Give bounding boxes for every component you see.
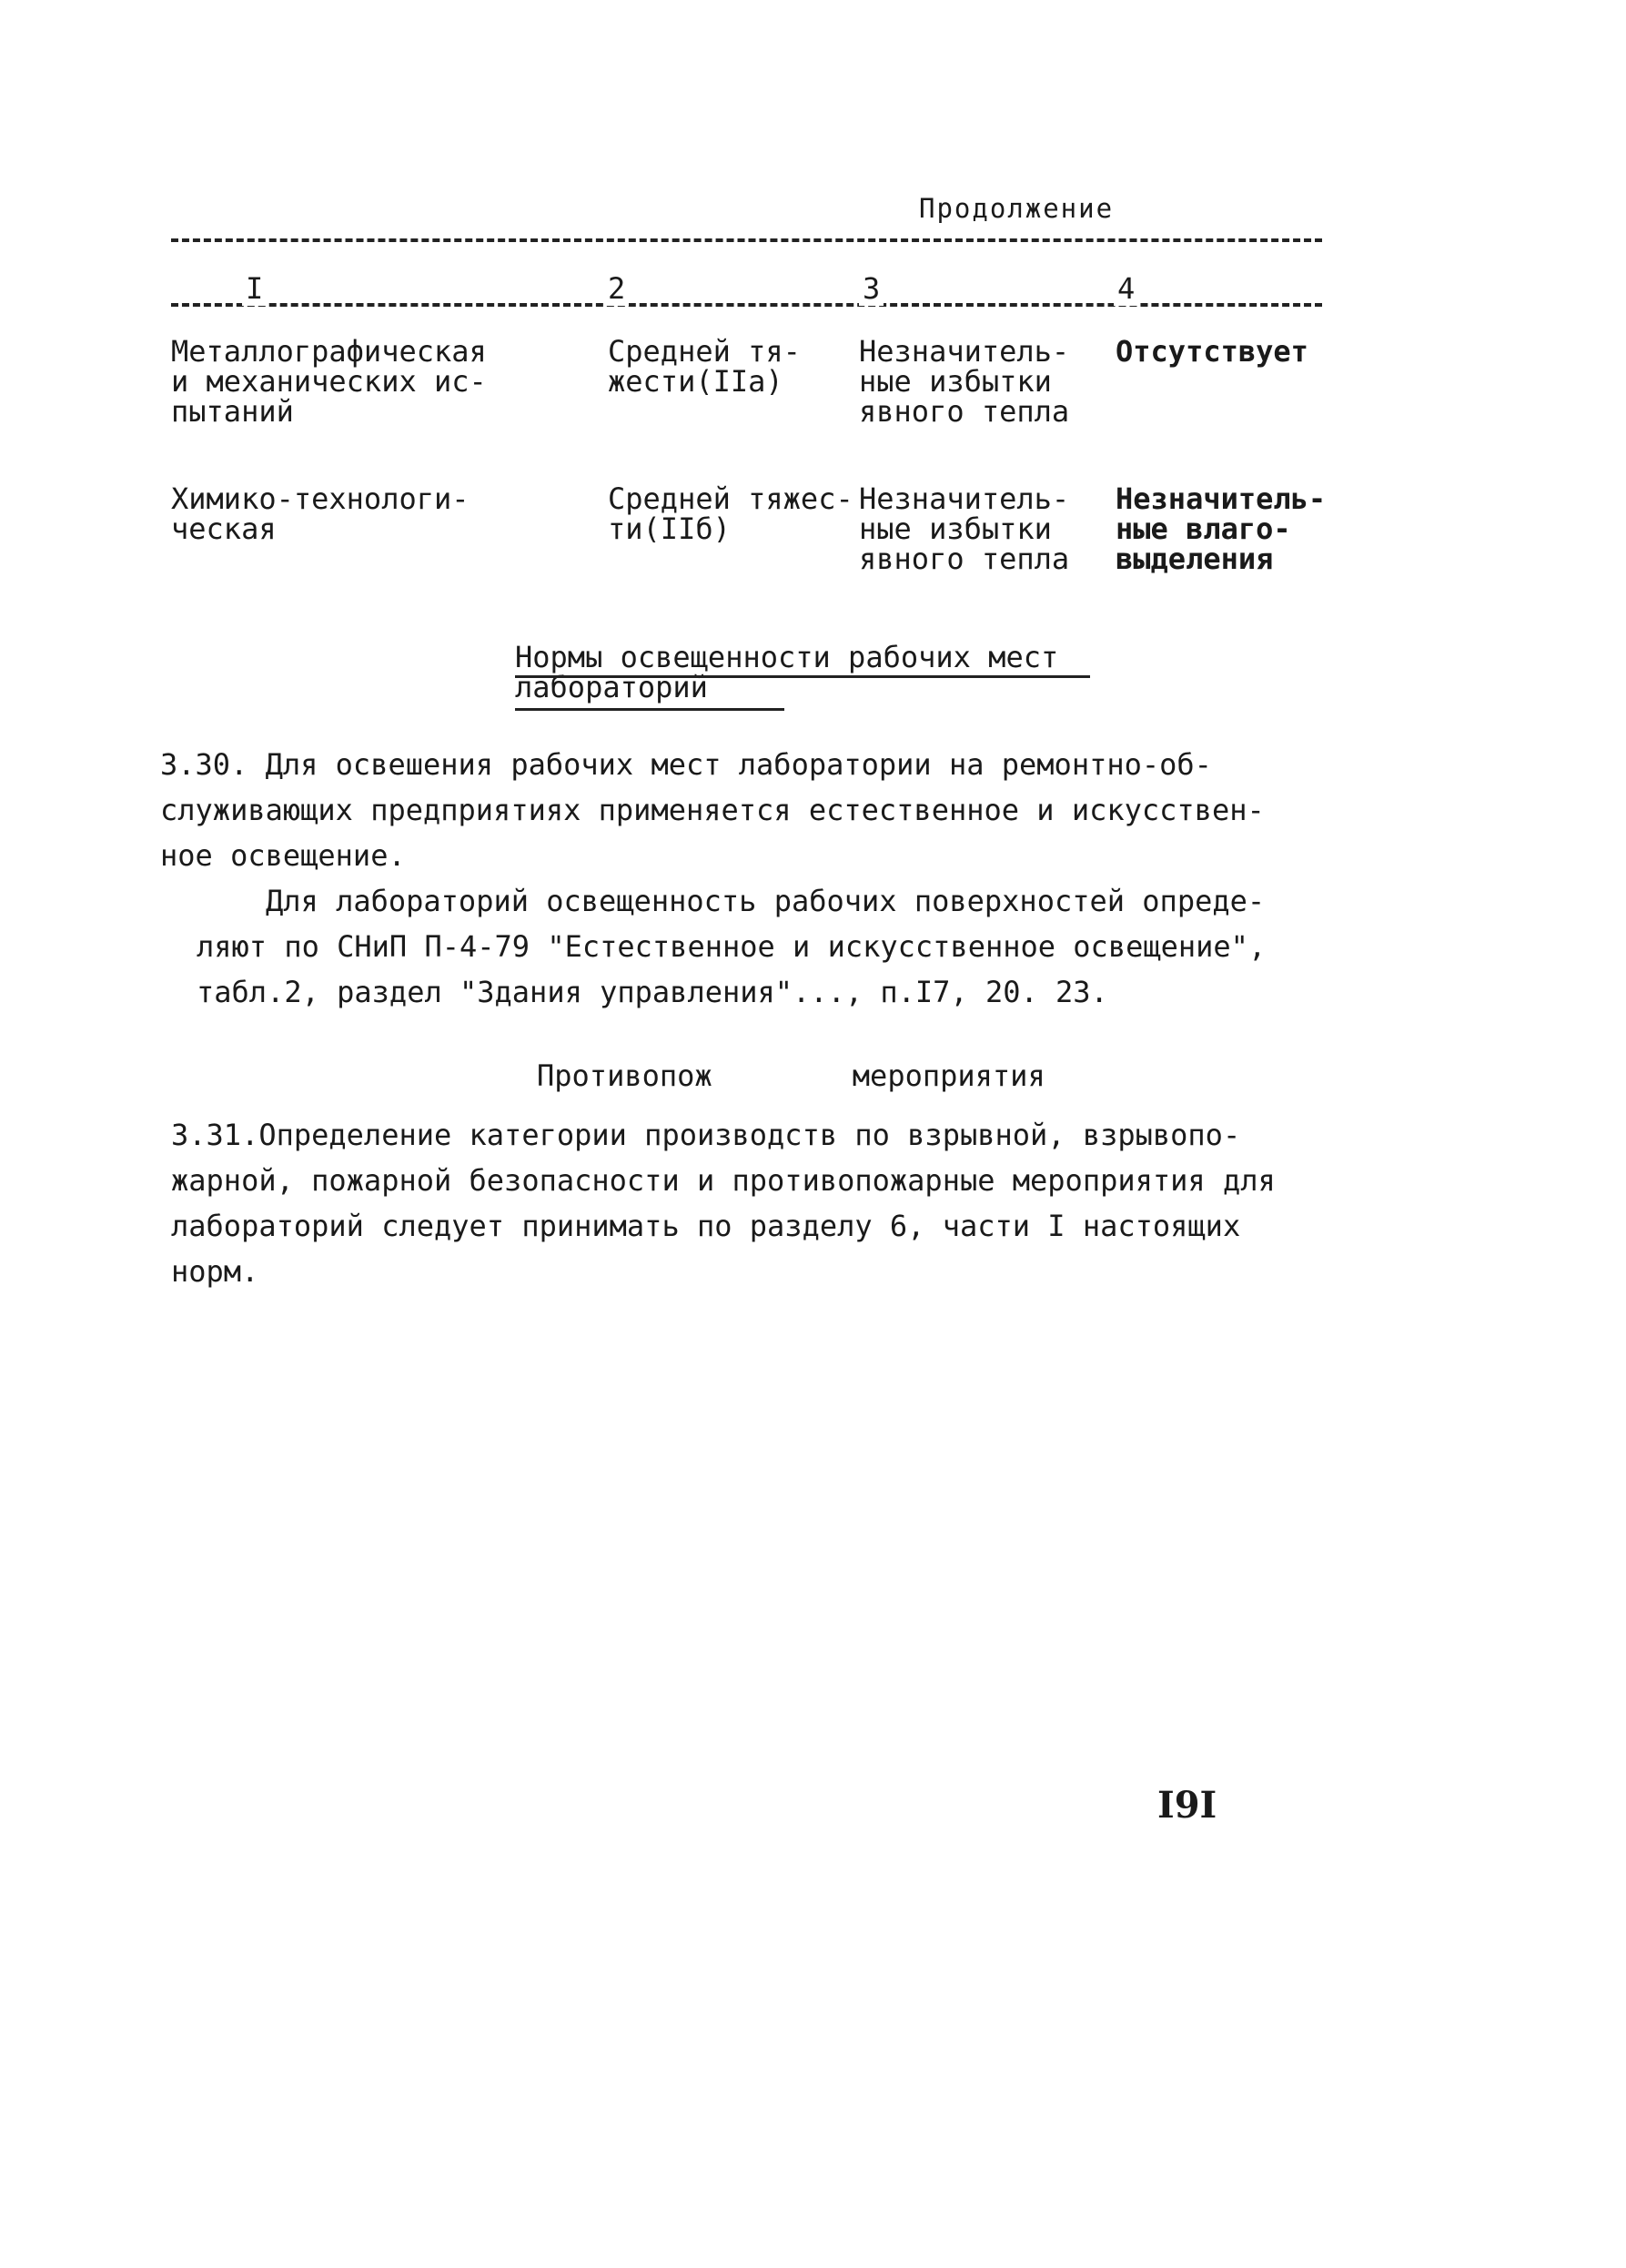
section-heading-lighting: Нормы освещенности рабочих мест лабораторий (515, 640, 1059, 704)
paragraph-3-31: 3.31.Определение категории производств по взрывной, взрывопо- жарной, пожарной безопасности и противопожарные мероприятия для лабораторий следует принимать по разделу 6, части I настоящих норм. (171, 1118, 1276, 1289)
heading-underline-1 (515, 675, 1090, 678)
column-number-2: 2 (604, 271, 629, 306)
paragraph-3-30: 3.30. Для освешения рабочих мест лаборатории на ремонтно-об- служивающих предприятиях применяется естественное и искусствен- ное освещение. (160, 747, 1265, 873)
table-top-rule (171, 238, 1322, 242)
table-row-2-col-2: Средней тяжес- ти(IIб) (608, 481, 853, 546)
table-row-1-col-2: Средней тя- жести(IIa) (608, 334, 801, 399)
table-row-2-col-3: Незначитель- ные избытки явного тепла (859, 481, 1070, 576)
page-number: I9I (1157, 1784, 1217, 1827)
column-number-4: 4 (1114, 271, 1138, 306)
table-row-2-col-1: Химико-технологи- ческая (171, 481, 470, 546)
table-row-1-col-1: Металлографическая и механических ис- пытаний (171, 334, 487, 429)
column-number-1: I (242, 271, 267, 306)
heading-underline-2 (515, 708, 784, 711)
table-row-1-col-4: Отсутствует (1116, 334, 1308, 369)
section-heading-fire: Противопож мероприятия (537, 1058, 1045, 1093)
paragraph-snip: Для лабораторий освещенность рабочих поверхностей опреде- ляют по СНиП П-4-79 "Естественное и искусственное освещение", табл.2, раздел "Здания управления"..., п.I7, 20. 23. (197, 884, 1267, 1009)
column-number-3: 3 (859, 271, 884, 306)
table-row-1-col-3: Незначитель- ные избытки явного тепла (859, 334, 1070, 429)
continuation-label: Продолжение (919, 193, 1115, 224)
table-row-2-col-4: Незначитель- ные влаго- выделения (1116, 481, 1327, 576)
table-header-rule (171, 303, 1322, 307)
